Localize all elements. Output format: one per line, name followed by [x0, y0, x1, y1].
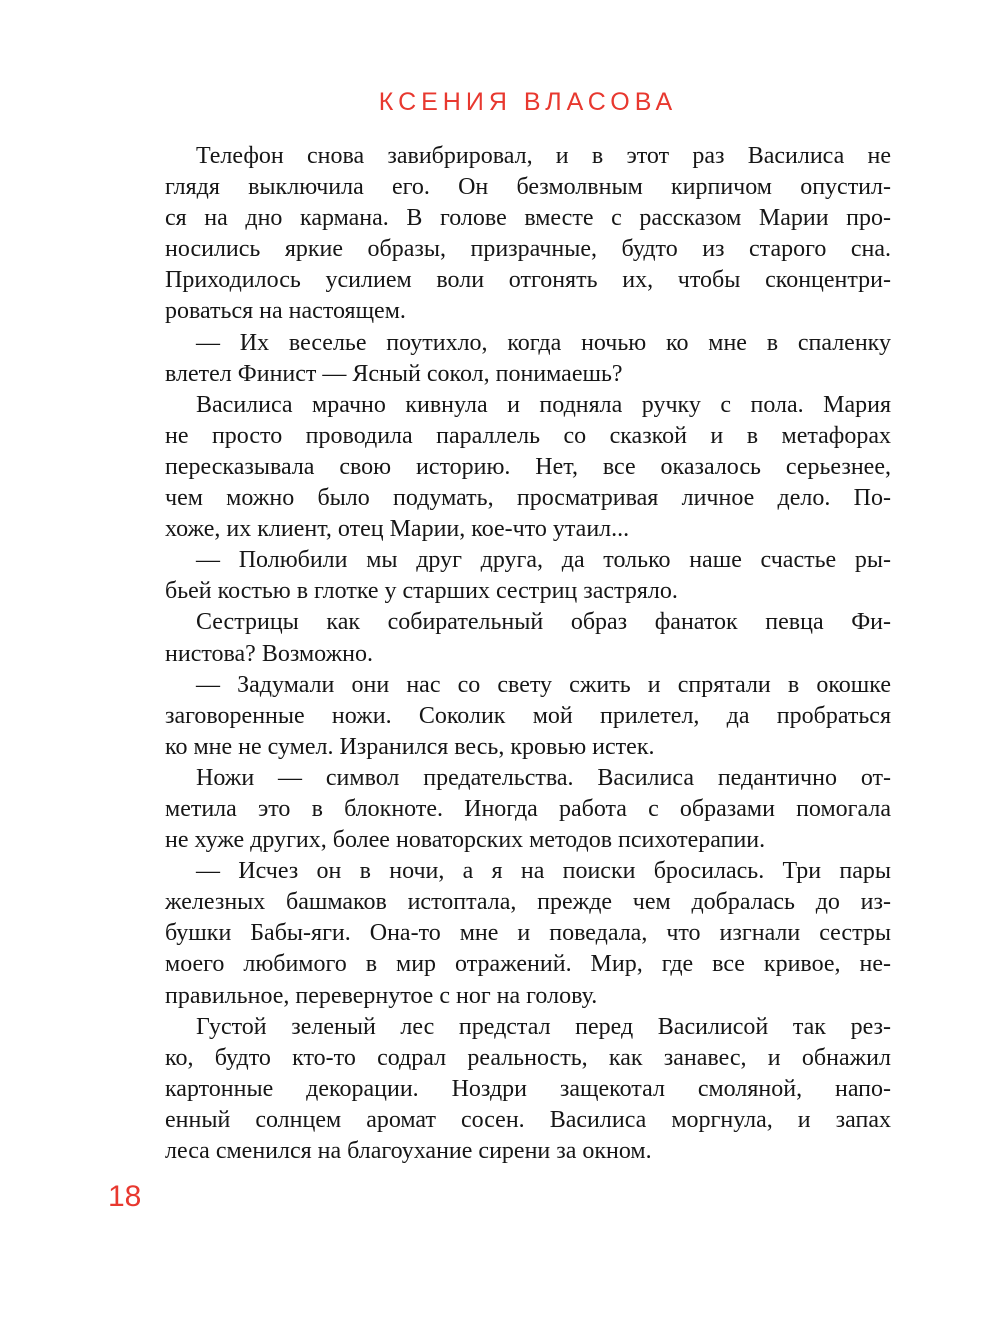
paragraph [165, 763, 891, 856]
text-line: влетел Финист — Ясный сокол, понимаешь? [165, 360, 623, 387]
text-line: Сестрицы как собирательный образ фанаток певца Фи- [196, 609, 891, 636]
text-line: — Полюбили мы друг друга, да только наше счастье ры- [196, 547, 891, 574]
text-line: ко мне не сумел. Изранился весь, кровью истек. [165, 733, 655, 760]
text-line: носились яркие образы, призрачные, будто из старого сна. [165, 236, 891, 263]
paragraph [165, 670, 891, 763]
text-line: нистова? Возможно. [165, 640, 373, 667]
text-line: леса сменился на благоухание сирени за окном. [165, 1138, 652, 1164]
text-line: чем можно было подумать, просматривая личное дело. По- [165, 485, 891, 512]
text-line: Телефон снова завибрировал, и в этот раз Василиса не [196, 143, 891, 169]
text-line: бушки Бабы-яги. Она-то мне и поведала, что изгнали сестры [165, 920, 891, 947]
text-line: роваться на настоящем. [165, 298, 406, 325]
text-line: пересказывала свою историю. Нет, все оказалось серьезнее, [165, 453, 891, 480]
paragraph [165, 856, 891, 1011]
text-line: Василиса мрачно кивнула и подняла ручку с пола. Мария [196, 391, 891, 418]
paragraph [165, 545, 891, 607]
text-line: хоже, их клиент, отец Марии, кое-что утаил... [165, 516, 630, 543]
text-line: метила это в блокноте. Иногда работа с образами помогала [165, 795, 891, 822]
paragraph [165, 328, 891, 390]
text-line: ся на дно кармана. В голове вместе с рассказом Марии про- [165, 205, 891, 232]
text-block [165, 141, 891, 1167]
text-line: енный солнцем аромат сосен. Василиса моргнула, и запах [165, 1106, 891, 1133]
text-line: не просто проводила параллель со сказкой и в метафорах [165, 422, 891, 449]
running-header-author: КСЕНИЯ ВЛАСОВА [378, 88, 678, 116]
text-line: картонные декорации. Ноздри защекотал смоляной, напо- [165, 1075, 891, 1102]
paragraph [165, 607, 891, 669]
text-line: не хуже других, более новаторских методов психотерапии. [165, 827, 766, 854]
text-line: заговоренные ножи. Соколик мой прилетел, да пробраться [165, 702, 891, 729]
text-line: железных башмаков истоптала, прежде чем добралась до из- [165, 889, 891, 916]
text-line: Приходилось усилием воли отгонять их, чтобы сконцентри- [165, 267, 891, 294]
text-line: моего любимого в мир отражений. Мир, где все кривое, не- [165, 951, 891, 978]
text-line: правильное, перевернутое с ног на голову. [165, 982, 598, 1009]
page-number: 18 [108, 1180, 142, 1213]
text-line: — Их веселье поутихло, когда ночью ко мне в спаленку [196, 329, 891, 356]
text-line: бьей костью в глотке у старших сестриц застряло. [165, 578, 678, 605]
text-line: Ножи — символ предательства. Василиса педантично от- [196, 764, 891, 791]
paragraph [165, 141, 891, 328]
paragraph [165, 1012, 891, 1167]
text-line: — Исчез он в ночи, а я на поиски бросилась. Три пары [196, 858, 891, 885]
text-line: — Задумали они нас со свету сжить и спрятали в окошке [196, 671, 891, 698]
paragraph [165, 390, 891, 545]
text-line: ко, будто кто-то содрал реальность, как занавес, и обнажил [165, 1044, 891, 1071]
text-line: глядя выключила его. Он безмолвным кирпичом опустил- [165, 174, 891, 201]
text-line: Густой зеленый лес предстал перед Василисой так рез- [196, 1013, 891, 1040]
